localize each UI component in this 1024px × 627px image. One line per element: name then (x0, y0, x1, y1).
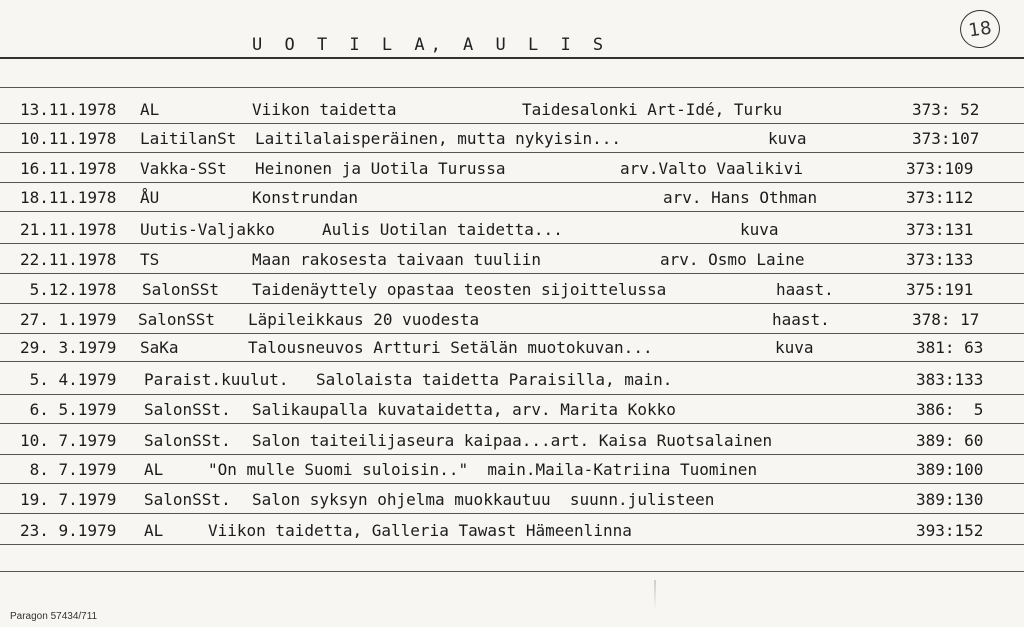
entry-note: kuva (740, 220, 779, 239)
entry-date: 10.11.1978 (20, 129, 117, 148)
entry-source: Paraist.kuulut. (144, 370, 289, 389)
entry-date: 18.11.1978 (20, 188, 117, 207)
rule-line (0, 303, 1024, 304)
entry-reference: 389:130 (916, 490, 984, 509)
card-number-circle: 18 (958, 7, 1003, 50)
entry-source: LaitilanSt (140, 129, 237, 148)
rule-line (0, 273, 1024, 274)
rule-line (0, 544, 1024, 545)
card-entry-row (0, 370, 1024, 396)
entry-date: 21.11.1978 (20, 220, 117, 239)
entry-reference: 389: 60 (916, 431, 984, 450)
rule-line (0, 243, 1024, 244)
entry-date: 23. 9.1979 (20, 521, 117, 540)
rule-line (0, 483, 1024, 484)
entry-title: Heinonen ja Uotila Turussa (255, 159, 506, 178)
entry-source: SalonSSt (142, 280, 220, 299)
entry-source: AL (144, 460, 164, 479)
entry-title: Salolaista taidetta Paraisilla, main. (316, 370, 673, 389)
rule-line (0, 454, 1024, 455)
entry-reference: 393:152 (916, 521, 984, 540)
entry-reference: 381: 63 (916, 338, 984, 357)
entry-source: Uutis-Valjakko (140, 220, 275, 239)
paper-mark (654, 580, 656, 610)
entry-note: kuva (768, 129, 807, 148)
rule-line (0, 182, 1024, 183)
entry-reference: 389:100 (916, 460, 984, 479)
entry-note: arv.Valto Vaalikivi (620, 159, 804, 178)
rule-line (0, 513, 1024, 514)
rule-line (0, 57, 1024, 59)
entry-source: TS (140, 250, 160, 269)
entry-date: 22.11.1978 (20, 250, 117, 269)
entry-date: 29. 3.1979 (20, 338, 117, 357)
entry-title: Talousneuvos Artturi Setälän muotokuvan... (248, 338, 653, 357)
entry-date: 13.11.1978 (20, 100, 117, 119)
entry-source: SaKa (140, 338, 179, 357)
entry-reference: 378: 17 (912, 310, 980, 329)
entry-date: 16.11.1978 (20, 159, 117, 178)
entry-reference: 373:131 (906, 220, 974, 239)
entry-source: SalonSSt. (144, 400, 231, 419)
card-title: U O T I L A, A U L I S (252, 35, 610, 55)
entry-reference: 373:112 (906, 188, 974, 207)
entry-date: 10. 7.1979 (20, 431, 117, 450)
entry-title: Aulis Uotilan taidetta... (322, 220, 563, 239)
entry-date: 8. 7.1979 (20, 460, 117, 479)
entry-source: SalonSSt. (144, 431, 231, 450)
entry-date: 19. 7.1979 (20, 490, 117, 509)
entry-title: Salon syksyn ohjelma muokkautuu suunn.julisteen (252, 490, 715, 509)
entry-title: Viikon taidetta, Galleria Tawast Hämeenlinna (208, 521, 632, 540)
entry-note: arv. Hans Othman (663, 188, 818, 207)
entry-reference: 375:191 (906, 280, 974, 299)
rule-line (0, 423, 1024, 424)
entry-source: AL (144, 521, 164, 540)
entry-reference: 383:133 (916, 370, 984, 389)
entry-title: Viikon taidetta (252, 100, 397, 119)
entry-title: Salon taiteilijaseura kaipaa...art. Kaisa Ruotsalainen (252, 431, 773, 450)
entry-date: 6. 5.1979 (20, 400, 117, 419)
entry-source: Vakka-SSt (140, 159, 227, 178)
entry-reference: 373: 52 (912, 100, 980, 119)
rule-line (0, 394, 1024, 395)
entry-date: 27. 1.1979 (20, 310, 117, 329)
entry-title: Maan rakosesta taivaan tuuliin (252, 250, 541, 269)
rule-line (0, 87, 1024, 88)
entry-title: Konstrundan (252, 188, 358, 207)
rule-line (0, 571, 1024, 572)
entry-date: 5. 4.1979 (20, 370, 117, 389)
rule-line (0, 361, 1024, 362)
entry-reference: 373:107 (912, 129, 980, 148)
entry-title: Taidenäyttely opastaa teosten sijoittelussa (252, 280, 667, 299)
print-info: Paragon 57434/711 (10, 611, 98, 622)
entry-note: haast. (776, 280, 834, 299)
entry-source: SalonSSt. (144, 490, 231, 509)
entry-date: 5.12.1978 (20, 280, 117, 299)
rule-line (0, 333, 1024, 334)
entry-note: haast. (772, 310, 830, 329)
entry-note: Taidesalonki Art-Idé, Turku (522, 100, 783, 119)
rule-line (0, 123, 1024, 124)
entry-title: "On mulle Suomi suloisin.." main.Maila-Katriina Tuominen (208, 460, 758, 479)
rule-line (0, 211, 1024, 212)
entry-title: Salikaupalla kuvataidetta, arv. Marita Kokko (252, 400, 676, 419)
entry-reference: 373:109 (906, 159, 974, 178)
entry-note: kuva (775, 338, 814, 357)
entry-source: SalonSSt (138, 310, 216, 329)
entry-title: Laitilalaisperäinen, mutta nykyisin... (255, 129, 622, 148)
entry-note: arv. Osmo Laine (660, 250, 805, 269)
entry-source: ÅU (140, 188, 160, 207)
entry-reference: 373:133 (906, 250, 974, 269)
entry-source: AL (140, 100, 160, 119)
entry-reference: 386: 5 (916, 400, 984, 419)
entry-title: Läpileikkaus 20 vuodesta (248, 310, 480, 329)
rule-line (0, 152, 1024, 153)
